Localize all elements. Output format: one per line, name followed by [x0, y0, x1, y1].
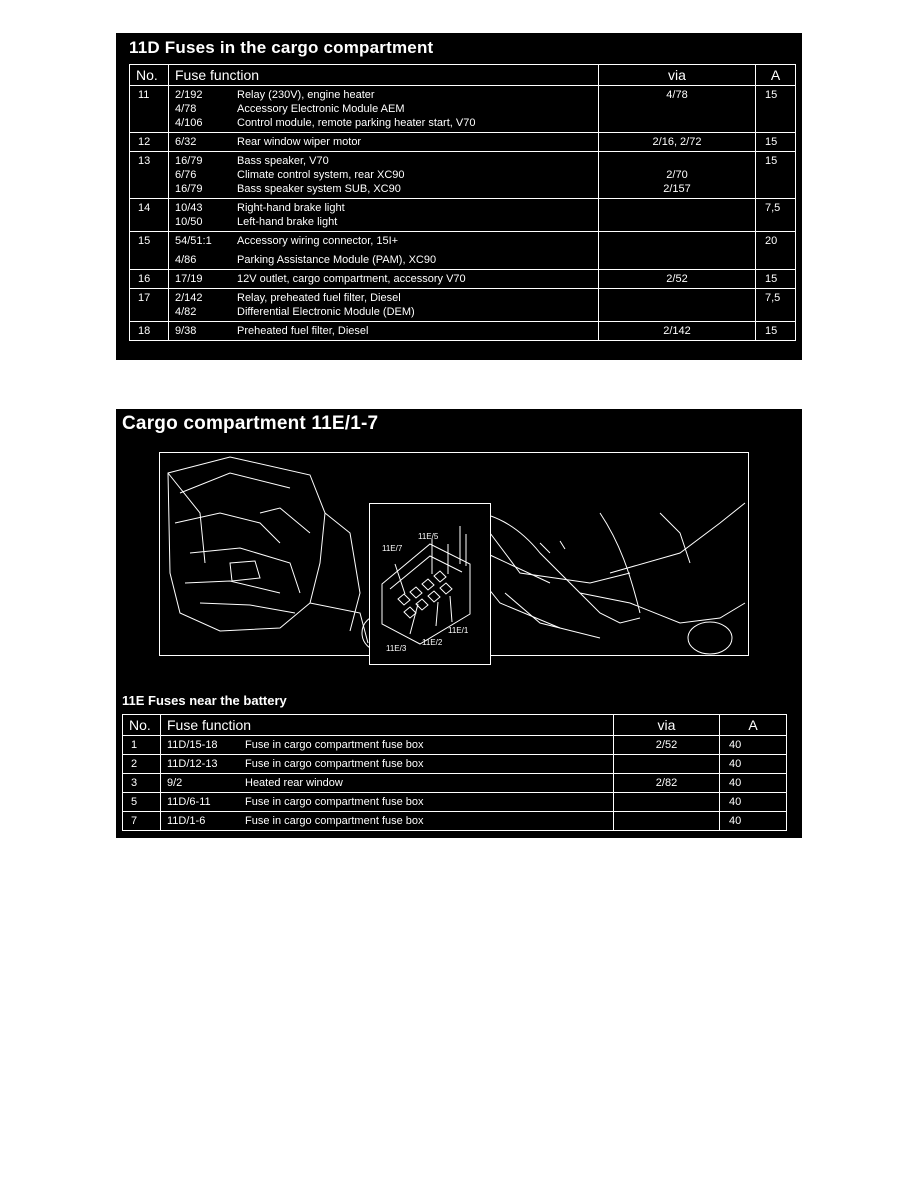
component-description: 12V outlet, cargo compartment, accessory V70: [237, 273, 466, 285]
via-value: 4/78: [666, 89, 688, 101]
fuse-function-cell: [161, 812, 614, 831]
fuse-box-inset: [369, 503, 491, 665]
function-line: [169, 116, 598, 130]
via-cell: [599, 86, 756, 133]
component-code: 4/106: [175, 117, 203, 129]
table-11d-title: 11D Fuses in the cargo compartment: [129, 38, 434, 57]
via-value: 2/82: [614, 774, 720, 793]
amperage: 15: [756, 270, 796, 289]
fuse-number: 18: [130, 322, 169, 341]
fuse-number: 17: [130, 289, 169, 322]
cargo-compartment-illustration: [159, 452, 749, 656]
fuse-number: 2: [123, 755, 161, 774]
fuse-function-cell: [169, 86, 599, 133]
component-code: 11D/6-11: [167, 795, 211, 808]
amperage: 40: [720, 774, 787, 793]
component-code: 17/19: [175, 273, 203, 285]
fuse-number: 15: [130, 232, 169, 270]
header-no: No.: [130, 65, 169, 86]
fuse-number: 1: [123, 736, 161, 755]
fuse-number: 13: [130, 152, 169, 199]
via-value: [614, 755, 720, 774]
fuse-number: 16: [130, 270, 169, 289]
header-via: via: [599, 65, 756, 86]
function-line: [161, 775, 613, 792]
fuse-number: 14: [130, 199, 169, 232]
via-value: 2/157: [663, 183, 691, 195]
fuse-function-cell: [161, 793, 614, 812]
table-row: [130, 289, 796, 322]
component-code: 16/79: [175, 183, 203, 195]
table-row: [130, 199, 796, 232]
component-description: Preheated fuel filter, Diesel: [237, 325, 369, 337]
component-code: 2/192: [175, 89, 203, 101]
component-description: Fuse in cargo compartment fuse box: [245, 795, 424, 808]
fuse-function-cell: [169, 289, 599, 322]
via-value: [599, 154, 755, 168]
function-line: [169, 182, 598, 196]
component-description: Left-hand brake light: [237, 216, 338, 228]
function-line: [169, 291, 598, 305]
table-row: [130, 232, 796, 270]
fuse-number: 12: [130, 133, 169, 152]
table-row: [130, 86, 796, 133]
amperage: 40: [720, 812, 787, 831]
table-row: [123, 755, 787, 774]
fuse-number: 11: [130, 86, 169, 133]
amperage: 15: [756, 322, 796, 341]
function-line: [161, 756, 613, 773]
component-code: 11D/12-13: [167, 757, 218, 770]
amperage: 15: [756, 86, 796, 133]
component-code: 16/79: [175, 155, 203, 167]
amperage: 15: [756, 152, 796, 199]
amperage: 40: [720, 736, 787, 755]
via-cell: [599, 322, 756, 341]
component-description: Fuse in cargo compartment fuse box: [245, 738, 424, 751]
label-11e-3: 11E/3: [386, 644, 407, 653]
table-row: [123, 736, 787, 755]
fuse-function-cell: [169, 270, 599, 289]
component-description: Relay (230V), engine heater: [237, 89, 375, 101]
fuse-table-11e: [122, 714, 787, 831]
function-line: [169, 234, 598, 248]
figure-title: Cargo compartment 11E/1-7: [122, 413, 379, 434]
table-row: [130, 270, 796, 289]
table-row: [123, 812, 787, 831]
component-description: Climate control system, rear XC90: [237, 169, 405, 181]
function-line: [161, 794, 613, 811]
component-description: Fuse in cargo compartment fuse box: [245, 757, 424, 770]
function-line: [169, 215, 598, 229]
component-description: Relay, preheated fuel filter, Diesel: [237, 292, 401, 304]
label-11e-7: 11E/7: [382, 544, 403, 553]
via-cell: [599, 152, 756, 199]
fuse-function-cell: [169, 152, 599, 199]
table-11e-title: 11E Fuses near the battery: [122, 693, 287, 708]
component-description: Accessory Electronic Module AEM: [237, 103, 405, 115]
component-code: 6/76: [175, 169, 197, 181]
component-description: Parking Assistance Module (PAM), XC90: [237, 254, 437, 266]
function-line: [169, 305, 598, 319]
via-value: 2/16, 2/72: [652, 136, 702, 148]
fuse-function-cell: [169, 232, 599, 270]
amperage: 7,5: [756, 289, 796, 322]
function-line: [169, 324, 598, 338]
function-line: [161, 737, 613, 754]
label-11e-2: 11E/2: [422, 638, 443, 647]
fuse-function-cell: [169, 199, 599, 232]
header-no: No.: [123, 715, 161, 736]
component-code: 4/86: [175, 254, 197, 266]
label-11e-5: 11E/5: [418, 532, 439, 541]
header-fuse-function: Fuse function: [169, 65, 599, 86]
via-cell: [599, 270, 756, 289]
table-row: [130, 322, 796, 341]
component-code: 6/32: [175, 136, 197, 148]
amperage: 40: [720, 755, 787, 774]
via-value: [614, 812, 720, 831]
component-code: 10/43: [175, 202, 203, 214]
component-code: 11D/1-6: [167, 814, 206, 827]
function-line: [161, 813, 613, 830]
function-line: [169, 102, 598, 116]
header-via: via: [614, 715, 720, 736]
function-line: [169, 88, 598, 102]
function-line: [169, 135, 598, 149]
via-cell: [599, 232, 756, 270]
function-line: [169, 272, 598, 286]
fuse-panel-11d: [116, 33, 802, 360]
function-line: [169, 201, 598, 215]
amperage: 7,5: [756, 199, 796, 232]
table-row: [123, 774, 787, 793]
fuse-function-cell: [161, 774, 614, 793]
header-amperage: A: [756, 65, 796, 86]
via-cell: [599, 133, 756, 152]
amperage: 20: [756, 232, 796, 270]
component-code: 2/142: [175, 292, 203, 304]
fuse-function-cell: [169, 322, 599, 341]
component-code: 11D/15-18: [167, 738, 218, 751]
table-row: [130, 133, 796, 152]
label-11e-1: 11E/1: [448, 626, 469, 635]
via-cell: [599, 199, 756, 232]
via-value: 2/70: [666, 169, 688, 181]
component-code: 9/2: [167, 776, 183, 789]
via-value: 2/52: [666, 273, 688, 285]
component-code: 4/78: [175, 103, 197, 115]
via-cell: [599, 289, 756, 322]
component-description: Rear window wiper motor: [237, 136, 362, 148]
component-description: Differential Electronic Module (DEM): [237, 306, 415, 318]
component-description: Accessory wiring connector, 15I+: [237, 235, 399, 247]
fuse-number: 3: [123, 774, 161, 793]
table-header-row: [130, 65, 796, 86]
fuse-function-cell: [161, 755, 614, 774]
component-code: 9/38: [175, 325, 197, 337]
component-code: 10/50: [175, 216, 203, 228]
function-line: [169, 154, 598, 168]
fuse-panel-11e: [116, 409, 802, 838]
component-description: Control module, remote parking heater start, V70: [237, 117, 476, 129]
via-value: 2/142: [663, 325, 691, 337]
via-value: [614, 793, 720, 812]
amperage: 40: [720, 793, 787, 812]
fuse-table-11d: [129, 64, 796, 341]
function-line: [169, 168, 598, 182]
fuse-number: 5: [123, 793, 161, 812]
component-description: Bass speaker system SUB, XC90: [237, 183, 401, 195]
component-code: 54/51:1: [175, 235, 212, 247]
component-code: 4/82: [175, 306, 197, 318]
header-amperage: A: [720, 715, 787, 736]
amperage: 15: [756, 133, 796, 152]
component-description: Bass speaker, V70: [237, 155, 329, 167]
component-description: Heated rear window: [245, 776, 343, 789]
fuse-number: 7: [123, 812, 161, 831]
header-fuse-function: Fuse function: [161, 715, 614, 736]
fuse-function-cell: [161, 736, 614, 755]
table-row: [123, 793, 787, 812]
component-description: Fuse in cargo compartment fuse box: [245, 814, 424, 827]
via-value: 2/52: [614, 736, 720, 755]
table-row: [130, 152, 796, 199]
function-line: [169, 253, 598, 267]
fuse-function-cell: [169, 133, 599, 152]
component-description: Right-hand brake light: [237, 202, 345, 214]
table-header-row: [123, 715, 787, 736]
